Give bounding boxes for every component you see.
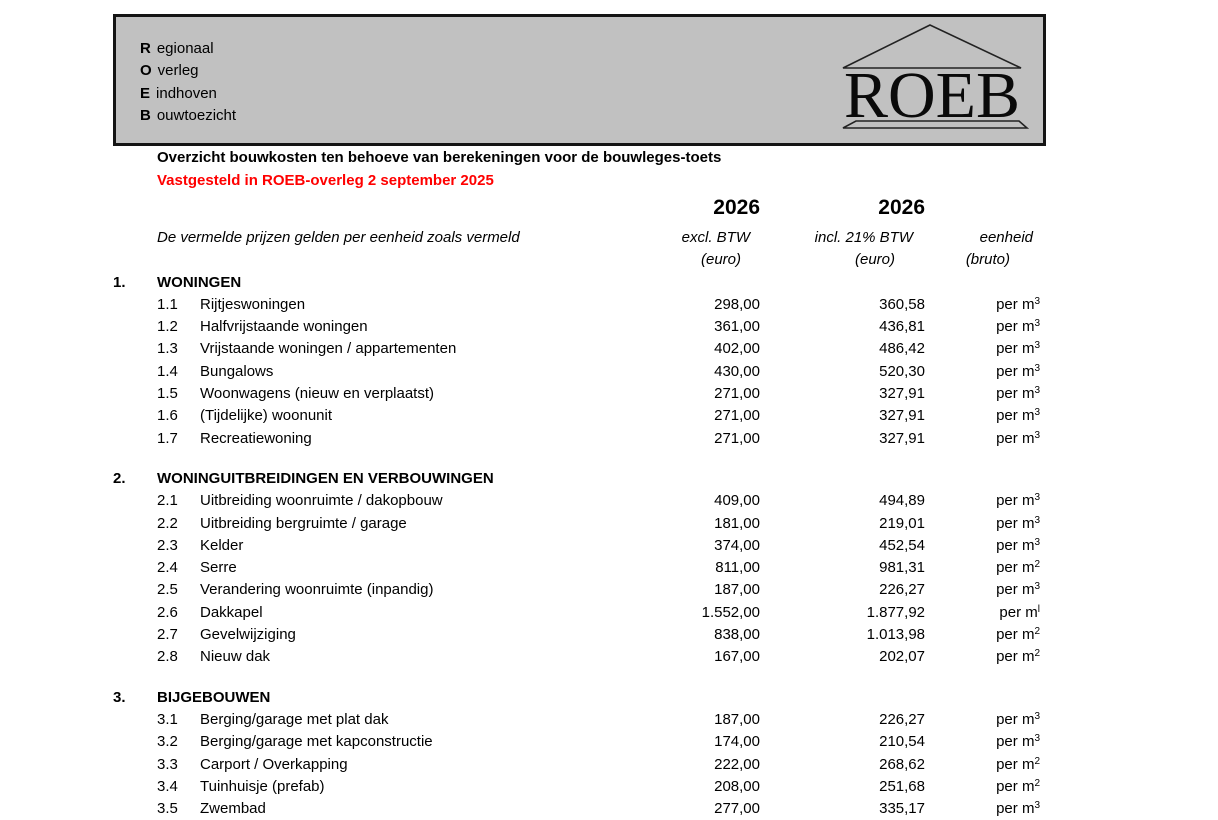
unit-superscript: 3 xyxy=(1034,514,1040,526)
unit-superscript: 2 xyxy=(1034,777,1040,789)
page-subtitle: Vastgesteld in ROEB-overleg 2 september 2025 xyxy=(157,172,494,189)
unit: per $m^2$ xyxy=(996,626,1040,644)
table-row xyxy=(113,535,1040,557)
table-row xyxy=(113,428,1040,450)
unit-superscript: 3 xyxy=(1034,429,1040,441)
item-label: Recreatiewoning xyxy=(200,429,312,447)
price-excl-btw: 181,00 xyxy=(714,514,760,532)
unit: per $m^3$ xyxy=(996,492,1040,510)
section-title: BIJGEBOUWEN xyxy=(157,688,271,706)
price-incl-btw: 202,07 xyxy=(879,648,925,666)
table-row xyxy=(113,709,1040,731)
unit: per $m^3$ xyxy=(996,536,1040,554)
item-number: 1.7 xyxy=(157,429,178,447)
table-row xyxy=(113,338,1040,360)
acronym-initial: O xyxy=(140,62,152,80)
unit: per $m^2$ xyxy=(996,755,1040,773)
table-intro-note: De vermelde prijzen gelden per eenheid zoals vermeld xyxy=(157,229,520,246)
unit: per $m^3$ xyxy=(996,429,1040,447)
table-row xyxy=(113,776,1040,798)
unit: per $m^3$ xyxy=(996,710,1040,728)
col-year-excl: 2026 xyxy=(713,196,760,219)
price-incl-btw: 520,30 xyxy=(879,362,925,380)
col-label-eenheid: eenheid xyxy=(979,229,1033,246)
unit-superscript: 3 xyxy=(1034,318,1040,330)
unit-superscript: 3 xyxy=(1034,536,1040,548)
item-label: Serre xyxy=(200,559,237,577)
unit: per $m^3$ xyxy=(996,733,1040,751)
price-excl-btw: 271,00 xyxy=(714,385,760,403)
unit: per $m^3$ xyxy=(996,800,1040,818)
table-row xyxy=(113,383,1040,405)
item-number: 1.5 xyxy=(157,385,178,403)
unit: per $m^3$ xyxy=(996,581,1040,599)
table-row xyxy=(113,624,1040,646)
page-title: Overzicht bouwkosten ten behoeve van berekeningen voor de bouwleges-toets xyxy=(157,149,722,166)
item-number: 1.2 xyxy=(157,318,178,336)
price-incl-btw: 210,54 xyxy=(879,733,925,751)
item-label: Vrijstaande woningen / appartementen xyxy=(200,340,457,358)
col-sub-excl-euro: (euro) xyxy=(700,251,741,269)
price-incl-btw: 1.013,98 xyxy=(866,626,925,644)
table-row xyxy=(113,731,1040,753)
price-incl-btw: 981,31 xyxy=(879,559,925,577)
table-row xyxy=(113,646,1040,668)
price-excl-btw: 208,00 xyxy=(714,777,760,795)
item-label: Woonwagens (nieuw en verplaatst) xyxy=(200,385,435,403)
section-number: 2. xyxy=(113,469,126,487)
item-number: 2.2 xyxy=(157,514,178,532)
item-label: Rijtjeswoningen xyxy=(200,295,306,313)
table-row xyxy=(113,579,1040,601)
item-number: 1.4 xyxy=(157,362,178,380)
unit-superscript: 3 xyxy=(1034,492,1040,504)
item-number: 2.4 xyxy=(157,559,178,577)
acronym-line-bouwtoezicht xyxy=(140,105,236,127)
unit-superscript: 3 xyxy=(1034,800,1040,812)
price-incl-btw: 494,89 xyxy=(879,492,925,510)
price-incl-btw: 226,27 xyxy=(879,710,925,728)
col-label-incl-btw: incl. 21% BTW xyxy=(814,229,913,246)
item-label: Tuinhuisje (prefab) xyxy=(200,777,325,795)
acronym-rest: ouwtoezicht xyxy=(156,107,237,125)
price-excl-btw: 430,00 xyxy=(714,362,760,380)
table-section xyxy=(113,687,1040,820)
item-number: 2.8 xyxy=(157,648,178,666)
unit-superscript: 3 xyxy=(1034,295,1040,307)
price-excl-btw: 187,00 xyxy=(714,581,760,599)
price-excl-btw: 409,00 xyxy=(714,492,760,510)
section-header-row xyxy=(113,272,1040,294)
item-label: Uitbreiding woonruimte / dakopbouw xyxy=(200,492,443,510)
price-excl-btw: 1.552,00 xyxy=(701,603,760,621)
item-label: Zwembad xyxy=(200,800,266,818)
acronym-rest: verleg xyxy=(157,62,199,80)
price-incl-btw: 335,17 xyxy=(879,800,925,818)
price-excl-btw: 271,00 xyxy=(714,407,760,425)
price-excl-btw: 298,00 xyxy=(714,295,760,313)
price-excl-btw: 167,00 xyxy=(714,648,760,666)
unit: per $m^l$ xyxy=(999,603,1040,621)
item-label: Kelder xyxy=(200,536,244,554)
item-number: 3.5 xyxy=(157,800,178,818)
item-number: 2.3 xyxy=(157,536,178,554)
unit: per $m^2$ xyxy=(996,648,1040,666)
price-excl-btw: 174,00 xyxy=(714,733,760,751)
price-incl-btw: 268,62 xyxy=(879,755,925,773)
item-number: 2.5 xyxy=(157,581,178,599)
item-number: 3.3 xyxy=(157,755,178,773)
unit-superscript: 3 xyxy=(1034,733,1040,745)
price-incl-btw: 219,01 xyxy=(879,514,925,532)
item-label: Berging/garage met plat dak xyxy=(200,710,389,728)
acronym-line-overleg xyxy=(140,60,236,82)
item-label: Dakkapel xyxy=(200,603,263,621)
price-excl-btw: 811,00 xyxy=(715,559,760,577)
table-row xyxy=(113,602,1040,624)
section-title: WONINGEN xyxy=(157,273,242,291)
table-row xyxy=(113,361,1040,383)
section-title: WONINGUITBREIDINGEN EN VERBOUWINGEN xyxy=(157,469,494,487)
section-header-row xyxy=(113,687,1040,709)
unit: per $m^3$ xyxy=(996,514,1040,532)
table-section xyxy=(113,468,1040,669)
acronym-line-regionaal xyxy=(140,38,236,60)
table-column-sublabels-row xyxy=(113,249,1040,271)
item-label: Nieuw dak xyxy=(200,648,271,666)
price-incl-btw: 226,27 xyxy=(879,581,925,599)
item-number: 3.1 xyxy=(157,710,178,728)
item-label: Carport / Overkapping xyxy=(200,755,348,773)
price-incl-btw: 327,91 xyxy=(879,429,925,447)
cost-table xyxy=(113,195,1040,820)
price-excl-btw: 271,00 xyxy=(714,429,760,447)
table-row xyxy=(113,798,1040,820)
unit-superscript: 2 xyxy=(1034,648,1040,660)
price-excl-btw: 374,00 xyxy=(714,536,760,554)
unit: per $m^3$ xyxy=(996,407,1040,425)
table-year-row xyxy=(113,195,1040,221)
item-number: 3.2 xyxy=(157,733,178,751)
unit-superscript: l xyxy=(1037,603,1040,615)
price-excl-btw: 838,00 xyxy=(714,626,760,644)
item-label: (Tijdelijke) woonunit xyxy=(200,407,332,425)
logo-text: ROEB xyxy=(843,59,1021,132)
roeb-header-box xyxy=(113,14,1046,146)
price-excl-btw: 187,00 xyxy=(714,710,760,728)
section-number: 3. xyxy=(113,688,126,706)
unit: per $m^3$ xyxy=(996,318,1040,336)
table-row xyxy=(113,754,1040,776)
item-number: 2.7 xyxy=(157,626,178,644)
item-number: 1.6 xyxy=(157,407,178,425)
unit: per $m^2$ xyxy=(996,559,1040,577)
acronym-line-eindhoven xyxy=(140,83,236,105)
unit-superscript: 3 xyxy=(1034,581,1040,593)
price-incl-btw: 360,58 xyxy=(879,295,925,313)
item-number: 2.1 xyxy=(157,492,178,510)
unit-superscript: 3 xyxy=(1034,385,1040,397)
section-header-row xyxy=(113,468,1040,490)
acronym-initial: R xyxy=(140,40,151,57)
unit-superscript: 3 xyxy=(1034,710,1040,722)
col-sub-bruto: (bruto) xyxy=(965,251,1010,269)
item-label: Bungalows xyxy=(200,362,274,380)
unit-superscript: 2 xyxy=(1034,755,1040,767)
item-label: Berging/garage met kapconstructie xyxy=(200,733,433,751)
price-excl-btw: 361,00 xyxy=(714,318,760,336)
table-row xyxy=(113,316,1040,338)
unit: per $m^3$ xyxy=(996,295,1040,313)
unit: per $m^3$ xyxy=(996,340,1040,358)
price-incl-btw: 452,54 xyxy=(879,536,925,554)
price-excl-btw: 402,00 xyxy=(714,340,760,358)
unit-superscript: 2 xyxy=(1034,626,1040,638)
col-year-incl: 2026 xyxy=(878,196,925,219)
item-label: Verandering woonruimte (inpandig) xyxy=(200,581,434,599)
item-number: 2.6 xyxy=(157,603,178,621)
price-excl-btw: 222,00 xyxy=(714,755,760,773)
section-number: 1. xyxy=(113,273,126,291)
acronym-initial: E xyxy=(140,84,151,102)
roeb-logo xyxy=(837,24,1029,132)
item-label: Uitbreiding bergruimte / garage xyxy=(200,514,407,532)
table-column-labels-row xyxy=(113,227,1040,249)
item-number: 3.4 xyxy=(157,777,178,795)
table-section xyxy=(113,272,1040,450)
item-label: Gevelwijziging xyxy=(200,626,296,644)
item-label: Halfvrijstaande woningen xyxy=(200,318,368,336)
price-incl-btw: 327,91 xyxy=(879,385,925,403)
unit-superscript: 3 xyxy=(1034,340,1040,352)
acronym-initial: B xyxy=(140,107,151,125)
unit-superscript: 3 xyxy=(1034,362,1040,374)
acronym-rest: indhoven xyxy=(156,84,217,102)
price-excl-btw: 277,00 xyxy=(714,800,760,818)
price-incl-btw: 486,42 xyxy=(879,340,925,358)
unit-superscript: 3 xyxy=(1034,407,1040,419)
col-label-excl-btw: excl. BTW xyxy=(681,229,750,246)
unit: per $m^3$ xyxy=(996,362,1040,380)
price-incl-btw: 436,81 xyxy=(879,318,925,336)
item-number: 1.3 xyxy=(157,340,178,358)
unit: per $m^2$ xyxy=(996,777,1040,795)
item-number: 1.1 xyxy=(157,295,178,313)
price-incl-btw: 327,91 xyxy=(879,407,925,425)
unit-superscript: 2 xyxy=(1034,559,1040,571)
price-incl-btw: 1.877,92 xyxy=(866,603,925,621)
table-sections xyxy=(113,272,1040,820)
acronym-rest: egionaal xyxy=(156,40,214,57)
table-row xyxy=(113,490,1040,512)
table-row xyxy=(113,405,1040,427)
price-incl-btw: 251,68 xyxy=(879,777,925,795)
col-sub-incl-euro: (euro) xyxy=(854,251,895,269)
roeb-acronym xyxy=(140,38,236,128)
unit: per $m^3$ xyxy=(996,385,1040,403)
table-row xyxy=(113,513,1040,535)
table-row xyxy=(113,294,1040,316)
table-row xyxy=(113,557,1040,579)
